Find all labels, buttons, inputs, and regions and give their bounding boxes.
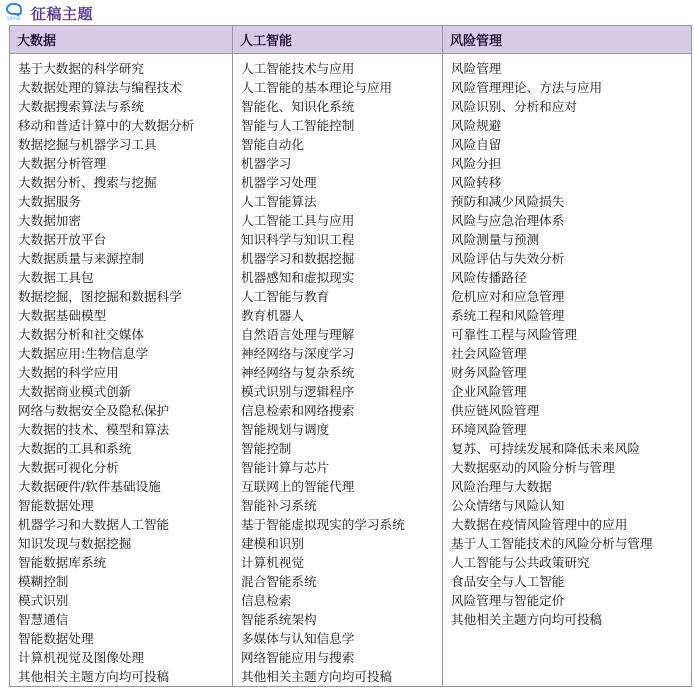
list-item: 多媒体与认知信息学: [241, 631, 355, 646]
list-item: 数据挖掘与机器学习工具: [18, 137, 157, 152]
list-item: 风险分担: [451, 156, 502, 171]
list-item: 机器学习处理: [241, 175, 317, 190]
list-item: 教育机器人: [241, 308, 304, 323]
list-item: 大数据加密: [18, 213, 81, 228]
list-item: 大数据驱动的风险分析与管理: [451, 460, 615, 475]
list-item: 互联网上的智能代理: [241, 479, 355, 494]
list-item: 预防和减少风险损失: [451, 194, 565, 209]
list-item: 机器学习: [241, 156, 292, 171]
list-item: 人工智能的基本理论与应用: [241, 80, 393, 95]
list-item: 基于人工智能技术的风险分析与管理: [451, 536, 653, 551]
column-heading-risk-management: 风险管理: [443, 26, 692, 54]
table-header-row: [10, 26, 692, 54]
list-item: 智能数据处理: [18, 498, 94, 513]
list-item: 大数据的科学应用: [18, 365, 119, 380]
column-risk-management: [443, 54, 692, 687]
list-item: 基于大数据的科学研究: [18, 61, 144, 76]
list-item: 模糊控制: [18, 574, 69, 589]
list-item: 大数据基础模型: [18, 308, 107, 323]
list-item: 机器学习和大数据人工智能: [18, 517, 170, 532]
list-item: 社会风险管理: [451, 346, 527, 361]
column-ai: [233, 54, 443, 687]
list-item: 人工智能算法: [241, 194, 317, 209]
list-item: 机器学习和数据挖掘: [241, 251, 355, 266]
list-item: 风险测量与预测: [451, 232, 540, 247]
list-item: 财务风险管理: [451, 365, 527, 380]
list-item: 风险自留: [451, 137, 502, 152]
list-item: 复苏、可持续发展和降低未来风险: [451, 441, 640, 456]
topics-table: [9, 25, 692, 687]
list-item: 风险与应急治理体系: [451, 213, 565, 228]
list-item: 系统工程和风险管理: [451, 308, 565, 323]
list-item: 自然语言处理与理解: [241, 327, 355, 342]
list-item: 混合智能系统: [241, 574, 317, 589]
list-item: 模式识别: [18, 593, 69, 608]
list-item: 大数据硬件/软件基础设施: [18, 479, 161, 494]
list-item: 供应链风险管理: [451, 403, 540, 418]
list-item: 基于智能虚拟现实的学习系统: [241, 517, 405, 532]
list-item: 信息检索: [241, 593, 292, 608]
list-item: 计算机视觉及图像处理: [18, 650, 144, 665]
list-item: 大数据应用:生物信息学: [18, 346, 149, 361]
list-item: 知识发现与数据挖掘: [18, 536, 132, 551]
list-item: 网络与数据安全及隐私保护: [18, 403, 170, 418]
list-item: 风险管理与智能定价: [451, 593, 565, 608]
list-item: 智能数据库系统: [18, 555, 107, 570]
list-item: 智能化、知识化系统: [241, 99, 355, 114]
list-item: 智慧通信: [18, 612, 69, 627]
page-title: 征稿主题: [31, 4, 94, 23]
column-big-data: [10, 54, 233, 687]
list-item: 大数据分析和社交媒体: [18, 327, 144, 342]
list-item: 其他相关主题方向均可投稿: [451, 612, 603, 627]
section-header: [6, 2, 93, 24]
table-row: [10, 54, 692, 687]
list-item: 风险规避: [451, 118, 502, 133]
column-heading-big-data: 大数据: [10, 26, 233, 54]
list-item: 风险评估与失效分析: [451, 251, 565, 266]
list-item: 其他相关主题方向均可投稿: [18, 669, 170, 684]
list-item: 环境风险管理: [451, 422, 527, 437]
list-item: 智能控制: [241, 441, 292, 456]
list-item: 计算机视觉: [241, 555, 304, 570]
list-item: 智能自动化: [241, 137, 304, 152]
column-heading-ai: 人工智能: [233, 26, 443, 54]
list-item: 大数据在疫情风险管理中的应用: [451, 517, 628, 532]
list-item: 神经网络与深度学习: [241, 346, 355, 361]
speech-bubble-icon: [6, 3, 22, 16]
list-item: 大数据的工具和系统: [18, 441, 132, 456]
list-item: 智能与人工智能控制: [241, 118, 355, 133]
list-item: 风险管理: [451, 61, 502, 76]
list-item: 智能补习系统: [241, 498, 317, 513]
list-item: 智能数据处理: [18, 631, 94, 646]
list-item: 大数据处理的算法与编程技术: [18, 80, 182, 95]
list-item: 大数据搜索算法与系统: [18, 99, 144, 114]
list-item: 模式识别与逻辑程序: [241, 384, 355, 399]
list-item: 大数据服务: [18, 194, 81, 209]
list-item: 危机应对和应急管理: [451, 289, 565, 304]
list-item: 风险识别、分析和应对: [451, 99, 577, 114]
list-item: 大数据开放平台: [18, 232, 107, 247]
logo-text: 艾思科蓝: [6, 16, 21, 21]
logo: [6, 3, 28, 23]
list-item: 智能系统架构: [241, 612, 317, 627]
list-item: 建模和识别: [241, 536, 304, 551]
list-item: 智能计算与芯片: [241, 460, 330, 475]
list-item: 知识科学与知识工程: [241, 232, 355, 247]
list-item: 神经网络与复杂系统: [241, 365, 355, 380]
list-item: 大数据分析管理: [18, 156, 107, 171]
list-item: 大数据的技术、模型和算法: [18, 422, 170, 437]
list-item: 可靠性工程与风险管理: [451, 327, 577, 342]
list-item: 风险治理与大数据: [451, 479, 552, 494]
list-item: 网络智能应用与搜索: [241, 650, 355, 665]
list-item: 移动和普适计算中的大数据分析: [18, 118, 195, 133]
list-item: 大数据质量与来源控制: [18, 251, 144, 266]
list-item: 食品安全与人工智能: [451, 574, 565, 589]
list-item: 大数据商业模式创新: [18, 384, 132, 399]
list-item: 机器感知和虚拟现实: [241, 270, 355, 285]
list-item: 人工智能工具与应用: [241, 213, 355, 228]
list-item: 信息检索和网络搜索: [241, 403, 355, 418]
list-item: 公众情绪与风险认知: [451, 498, 565, 513]
list-item: 数据挖掘，图挖掘和数据科学: [18, 289, 182, 304]
list-item: 人工智能与教育: [241, 289, 330, 304]
list-item: 企业风险管理: [451, 384, 527, 399]
list-item: 智能规划与调度: [241, 422, 330, 437]
list-item: 大数据可视化分析: [18, 460, 119, 475]
list-item: 其他相关主题方向均可投稿: [241, 669, 393, 684]
list-item: 风险转移: [451, 175, 502, 190]
list-item: 风险管理理论、方法与应用: [451, 80, 603, 95]
list-item: 大数据工具包: [18, 270, 94, 285]
list-item: 人工智能与公共政策研究: [451, 555, 590, 570]
list-item: 风险传播路径: [451, 270, 527, 285]
list-item: 人工智能技术与应用: [241, 61, 355, 76]
list-item: 大数据分析、搜索与挖掘: [18, 175, 157, 190]
